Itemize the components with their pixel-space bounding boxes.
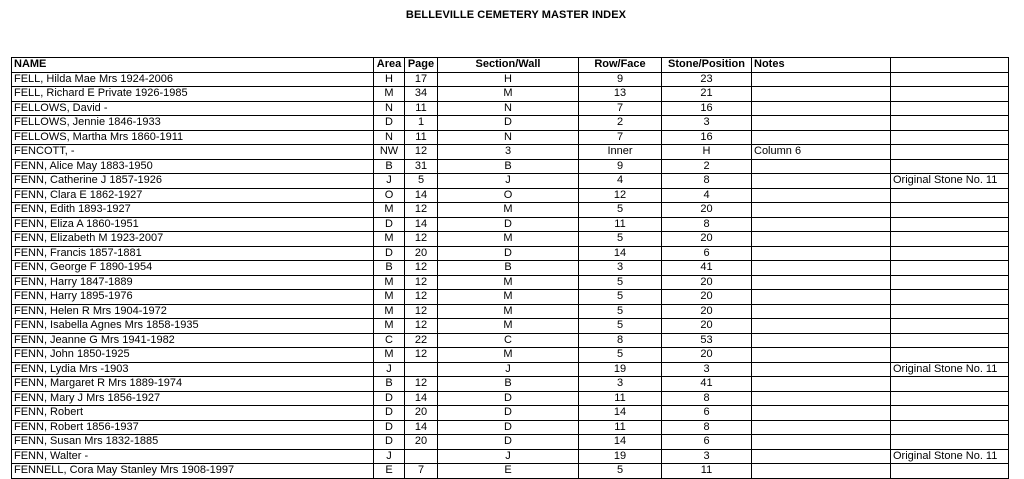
- notes-cell: [752, 449, 891, 464]
- stone-position-cell: 20: [662, 319, 752, 334]
- stone-position-cell: 41: [662, 261, 752, 276]
- extra-notes-cell: [891, 377, 1009, 392]
- name-cell: FENN, Robert 1856-1937: [12, 420, 374, 435]
- extra-notes-cell: [891, 116, 1009, 131]
- table-row: [12, 174, 1009, 189]
- row-face-cell: 5: [579, 275, 662, 290]
- page-cell: 20: [405, 246, 438, 261]
- page-cell: 12: [405, 319, 438, 334]
- row-face-cell: 14: [579, 246, 662, 261]
- section-cell: M: [438, 348, 579, 363]
- name-cell: FENN, Elizabeth M 1923-2007: [12, 232, 374, 247]
- table-row: [12, 377, 1009, 392]
- area-cell: M: [374, 87, 405, 102]
- page-cell: 14: [405, 391, 438, 406]
- section-cell: D: [438, 116, 579, 131]
- name-cell: FENN, Robert: [12, 406, 374, 421]
- section-cell: C: [438, 333, 579, 348]
- page-cell: 5: [405, 174, 438, 189]
- table-row: [12, 435, 1009, 450]
- section-cell: J: [438, 362, 579, 377]
- row-face-cell: 12: [579, 188, 662, 203]
- table-row: [12, 217, 1009, 232]
- name-cell: FENN, Catherine J 1857-1926: [12, 174, 374, 189]
- extra-notes-cell: [891, 435, 1009, 450]
- header-stone-position: Stone/Position: [662, 58, 752, 73]
- page-cell: [405, 449, 438, 464]
- area-cell: J: [374, 362, 405, 377]
- notes-cell: [752, 391, 891, 406]
- page-cell: 22: [405, 333, 438, 348]
- area-cell: N: [374, 101, 405, 116]
- extra-notes-cell: [891, 217, 1009, 232]
- stone-position-cell: 6: [662, 406, 752, 421]
- name-cell: FENCOTT, -: [12, 145, 374, 160]
- area-cell: NW: [374, 145, 405, 160]
- extra-notes-cell: [891, 348, 1009, 363]
- table-row: [12, 406, 1009, 421]
- table-row: [12, 87, 1009, 102]
- extra-notes-cell: [891, 275, 1009, 290]
- table-row: [12, 261, 1009, 276]
- table-row: [12, 72, 1009, 87]
- extra-notes-cell: [891, 406, 1009, 421]
- header-page: Page: [405, 58, 438, 73]
- row-face-cell: 9: [579, 72, 662, 87]
- row-face-cell: 7: [579, 130, 662, 145]
- notes-cell: [752, 464, 891, 479]
- section-cell: E: [438, 464, 579, 479]
- section-cell: J: [438, 174, 579, 189]
- area-cell: D: [374, 435, 405, 450]
- stone-position-cell: 6: [662, 246, 752, 261]
- name-cell: FELLOWS, Martha Mrs 1860-1911: [12, 130, 374, 145]
- page-cell: 14: [405, 217, 438, 232]
- name-cell: FELLOWS, David -: [12, 101, 374, 116]
- section-cell: M: [438, 203, 579, 218]
- area-cell: M: [374, 232, 405, 247]
- stone-position-cell: H: [662, 145, 752, 160]
- extra-notes-cell: [891, 145, 1009, 160]
- row-face-cell: 14: [579, 435, 662, 450]
- stone-position-cell: 8: [662, 391, 752, 406]
- cemetery-index-table: [11, 57, 1009, 479]
- stone-position-cell: 20: [662, 304, 752, 319]
- row-face-cell: 9: [579, 159, 662, 174]
- section-cell: M: [438, 232, 579, 247]
- area-cell: O: [374, 188, 405, 203]
- row-face-cell: 14: [579, 406, 662, 421]
- table-row: [12, 391, 1009, 406]
- extra-notes-cell: Original Stone No. 11: [891, 362, 1009, 377]
- page-cell: 20: [405, 406, 438, 421]
- notes-cell: [752, 435, 891, 450]
- table-row: [12, 116, 1009, 131]
- extra-notes-cell: [891, 188, 1009, 203]
- page-cell: 17: [405, 72, 438, 87]
- table-row: [12, 275, 1009, 290]
- page-cell: 11: [405, 130, 438, 145]
- table-row: [12, 464, 1009, 479]
- page-cell: 12: [405, 290, 438, 305]
- area-cell: M: [374, 348, 405, 363]
- notes-cell: [752, 116, 891, 131]
- page-cell: 34: [405, 87, 438, 102]
- name-cell: FENN, Harry 1847-1889: [12, 275, 374, 290]
- extra-notes-cell: [891, 464, 1009, 479]
- notes-cell: [752, 290, 891, 305]
- notes-cell: [752, 304, 891, 319]
- notes-cell: [752, 217, 891, 232]
- row-face-cell: 19: [579, 449, 662, 464]
- extra-notes-cell: [891, 261, 1009, 276]
- area-cell: B: [374, 261, 405, 276]
- stone-position-cell: 16: [662, 130, 752, 145]
- area-cell: N: [374, 130, 405, 145]
- row-face-cell: 2: [579, 116, 662, 131]
- page-cell: 12: [405, 348, 438, 363]
- stone-position-cell: 41: [662, 377, 752, 392]
- header-name: NAME: [12, 58, 374, 73]
- stone-position-cell: 3: [662, 449, 752, 464]
- area-cell: D: [374, 246, 405, 261]
- stone-position-cell: 11: [662, 464, 752, 479]
- name-cell: FENNELL, Cora May Stanley Mrs 1908-1997: [12, 464, 374, 479]
- notes-cell: [752, 333, 891, 348]
- notes-cell: [752, 159, 891, 174]
- section-cell: M: [438, 275, 579, 290]
- section-cell: O: [438, 188, 579, 203]
- stone-position-cell: 20: [662, 275, 752, 290]
- section-cell: B: [438, 377, 579, 392]
- name-cell: FENN, Helen R Mrs 1904-1972: [12, 304, 374, 319]
- table-row: [12, 348, 1009, 363]
- section-cell: N: [438, 101, 579, 116]
- table-row: [12, 101, 1009, 116]
- section-cell: D: [438, 420, 579, 435]
- area-cell: H: [374, 72, 405, 87]
- section-cell: N: [438, 130, 579, 145]
- section-cell: B: [438, 261, 579, 276]
- extra-notes-cell: Original Stone No. 11: [891, 174, 1009, 189]
- section-cell: M: [438, 319, 579, 334]
- table-row: [12, 420, 1009, 435]
- stone-position-cell: 20: [662, 203, 752, 218]
- notes-cell: [752, 87, 891, 102]
- name-cell: FENN, Walter -: [12, 449, 374, 464]
- row-face-cell: 11: [579, 420, 662, 435]
- page-cell: 20: [405, 435, 438, 450]
- notes-cell: [752, 174, 891, 189]
- table-row: [12, 449, 1009, 464]
- page-cell: 12: [405, 261, 438, 276]
- section-cell: M: [438, 304, 579, 319]
- row-face-cell: 13: [579, 87, 662, 102]
- notes-cell: [752, 101, 891, 116]
- row-face-cell: 4: [579, 174, 662, 189]
- notes-cell: [752, 188, 891, 203]
- section-cell: D: [438, 391, 579, 406]
- extra-notes-cell: [891, 333, 1009, 348]
- name-cell: FENN, Susan Mrs 1832-1885: [12, 435, 374, 450]
- area-cell: D: [374, 116, 405, 131]
- section-cell: J: [438, 449, 579, 464]
- page-title: BELLEVILLE CEMETERY MASTER INDEX: [405, 9, 627, 21]
- area-cell: D: [374, 406, 405, 421]
- extra-notes-cell: Original Stone No. 11: [891, 449, 1009, 464]
- area-cell: D: [374, 420, 405, 435]
- notes-cell: [752, 203, 891, 218]
- extra-notes-cell: [891, 319, 1009, 334]
- header-row: [12, 58, 1009, 73]
- area-cell: M: [374, 203, 405, 218]
- stone-position-cell: 8: [662, 217, 752, 232]
- table-row: [12, 333, 1009, 348]
- notes-cell: [752, 377, 891, 392]
- notes-cell: [752, 130, 891, 145]
- notes-cell: Column 6: [752, 145, 891, 160]
- name-cell: FELLOWS, Jennie 1846-1933: [12, 116, 374, 131]
- extra-notes-cell: [891, 232, 1009, 247]
- row-face-cell: Inner: [579, 145, 662, 160]
- stone-position-cell: 20: [662, 290, 752, 305]
- extra-notes-cell: [891, 420, 1009, 435]
- notes-cell: [752, 319, 891, 334]
- page-cell: 7: [405, 464, 438, 479]
- stone-position-cell: 23: [662, 72, 752, 87]
- stone-position-cell: 20: [662, 232, 752, 247]
- notes-cell: [752, 232, 891, 247]
- notes-cell: [752, 261, 891, 276]
- page-cell: 12: [405, 232, 438, 247]
- notes-cell: [752, 348, 891, 363]
- notes-cell: [752, 72, 891, 87]
- stone-position-cell: 20: [662, 348, 752, 363]
- row-face-cell: 11: [579, 391, 662, 406]
- header-area: Area: [374, 58, 405, 73]
- stone-position-cell: 3: [662, 362, 752, 377]
- extra-notes-cell: [891, 391, 1009, 406]
- name-cell: FENN, Eliza A 1860-1951: [12, 217, 374, 232]
- table-row: [12, 203, 1009, 218]
- name-cell: FENN, Edith 1893-1927: [12, 203, 374, 218]
- page-cell: 14: [405, 188, 438, 203]
- table-row: [12, 188, 1009, 203]
- row-face-cell: 5: [579, 319, 662, 334]
- notes-cell: [752, 406, 891, 421]
- area-cell: J: [374, 174, 405, 189]
- header-section: Section/Wall: [438, 58, 579, 73]
- area-cell: M: [374, 275, 405, 290]
- extra-notes-cell: [891, 101, 1009, 116]
- area-cell: B: [374, 159, 405, 174]
- area-cell: D: [374, 391, 405, 406]
- extra-notes-cell: [891, 72, 1009, 87]
- page-cell: 1: [405, 116, 438, 131]
- stone-position-cell: 2: [662, 159, 752, 174]
- page-cell: 12: [405, 203, 438, 218]
- page-cell: 11: [405, 101, 438, 116]
- name-cell: FENN, George F 1890-1954: [12, 261, 374, 276]
- page-cell: 14: [405, 420, 438, 435]
- name-cell: FENN, Harry 1895-1976: [12, 290, 374, 305]
- name-cell: FENN, Francis 1857-1881: [12, 246, 374, 261]
- row-face-cell: 8: [579, 333, 662, 348]
- area-cell: E: [374, 464, 405, 479]
- row-face-cell: 5: [579, 290, 662, 305]
- table-row: [12, 362, 1009, 377]
- stone-position-cell: 3: [662, 116, 752, 131]
- extra-notes-cell: [891, 159, 1009, 174]
- table-row: [12, 232, 1009, 247]
- name-cell: FENN, Mary J Mrs 1856-1927: [12, 391, 374, 406]
- stone-position-cell: 6: [662, 435, 752, 450]
- stone-position-cell: 8: [662, 174, 752, 189]
- extra-notes-cell: [891, 203, 1009, 218]
- stone-position-cell: 21: [662, 87, 752, 102]
- row-face-cell: 11: [579, 217, 662, 232]
- notes-cell: [752, 420, 891, 435]
- area-cell: M: [374, 290, 405, 305]
- section-cell: H: [438, 72, 579, 87]
- table-row: [12, 290, 1009, 305]
- name-cell: FENN, Lydia Mrs -1903: [12, 362, 374, 377]
- row-face-cell: 7: [579, 101, 662, 116]
- row-face-cell: 5: [579, 232, 662, 247]
- row-face-cell: 5: [579, 304, 662, 319]
- name-cell: FENN, Jeanne G Mrs 1941-1982: [12, 333, 374, 348]
- table-row: [12, 159, 1009, 174]
- name-cell: FENN, Clara E 1862-1927: [12, 188, 374, 203]
- row-face-cell: 5: [579, 464, 662, 479]
- name-cell: FENN, Margaret R Mrs 1889-1974: [12, 377, 374, 392]
- table-row: [12, 304, 1009, 319]
- page-cell: 12: [405, 377, 438, 392]
- table-row: [12, 145, 1009, 160]
- section-cell: B: [438, 159, 579, 174]
- extra-notes-cell: [891, 290, 1009, 305]
- stone-position-cell: 53: [662, 333, 752, 348]
- extra-notes-cell: [891, 130, 1009, 145]
- area-cell: B: [374, 377, 405, 392]
- area-cell: J: [374, 449, 405, 464]
- table-row: [12, 319, 1009, 334]
- notes-cell: [752, 362, 891, 377]
- header-extra: [891, 58, 1009, 73]
- name-cell: FENN, Alice May 1883-1950: [12, 159, 374, 174]
- row-face-cell: 3: [579, 377, 662, 392]
- stone-position-cell: 4: [662, 188, 752, 203]
- area-cell: M: [374, 319, 405, 334]
- section-cell: 3: [438, 145, 579, 160]
- section-cell: D: [438, 217, 579, 232]
- notes-cell: [752, 275, 891, 290]
- header-notes: Notes: [752, 58, 891, 73]
- row-face-cell: 5: [579, 203, 662, 218]
- area-cell: D: [374, 217, 405, 232]
- stone-position-cell: 16: [662, 101, 752, 116]
- table-row: [12, 130, 1009, 145]
- area-cell: C: [374, 333, 405, 348]
- notes-cell: [752, 246, 891, 261]
- row-face-cell: 5: [579, 348, 662, 363]
- page-cell: 31: [405, 159, 438, 174]
- extra-notes-cell: [891, 304, 1009, 319]
- page-cell: 12: [405, 145, 438, 160]
- table-row: [12, 246, 1009, 261]
- row-face-cell: 3: [579, 261, 662, 276]
- section-cell: M: [438, 290, 579, 305]
- area-cell: M: [374, 304, 405, 319]
- header-row-face: Row/Face: [579, 58, 662, 73]
- name-cell: FELL, Hilda Mae Mrs 1924-2006: [12, 72, 374, 87]
- page-cell: 12: [405, 275, 438, 290]
- extra-notes-cell: [891, 87, 1009, 102]
- page-cell: 12: [405, 304, 438, 319]
- section-cell: M: [438, 87, 579, 102]
- name-cell: FELL, Richard E Private 1926-1985: [12, 87, 374, 102]
- section-cell: D: [438, 246, 579, 261]
- name-cell: FENN, John 1850-1925: [12, 348, 374, 363]
- name-cell: FENN, Isabella Agnes Mrs 1858-1935: [12, 319, 374, 334]
- row-face-cell: 19: [579, 362, 662, 377]
- page-cell: [405, 362, 438, 377]
- section-cell: D: [438, 435, 579, 450]
- extra-notes-cell: [891, 246, 1009, 261]
- section-cell: D: [438, 406, 579, 421]
- stone-position-cell: 8: [662, 420, 752, 435]
